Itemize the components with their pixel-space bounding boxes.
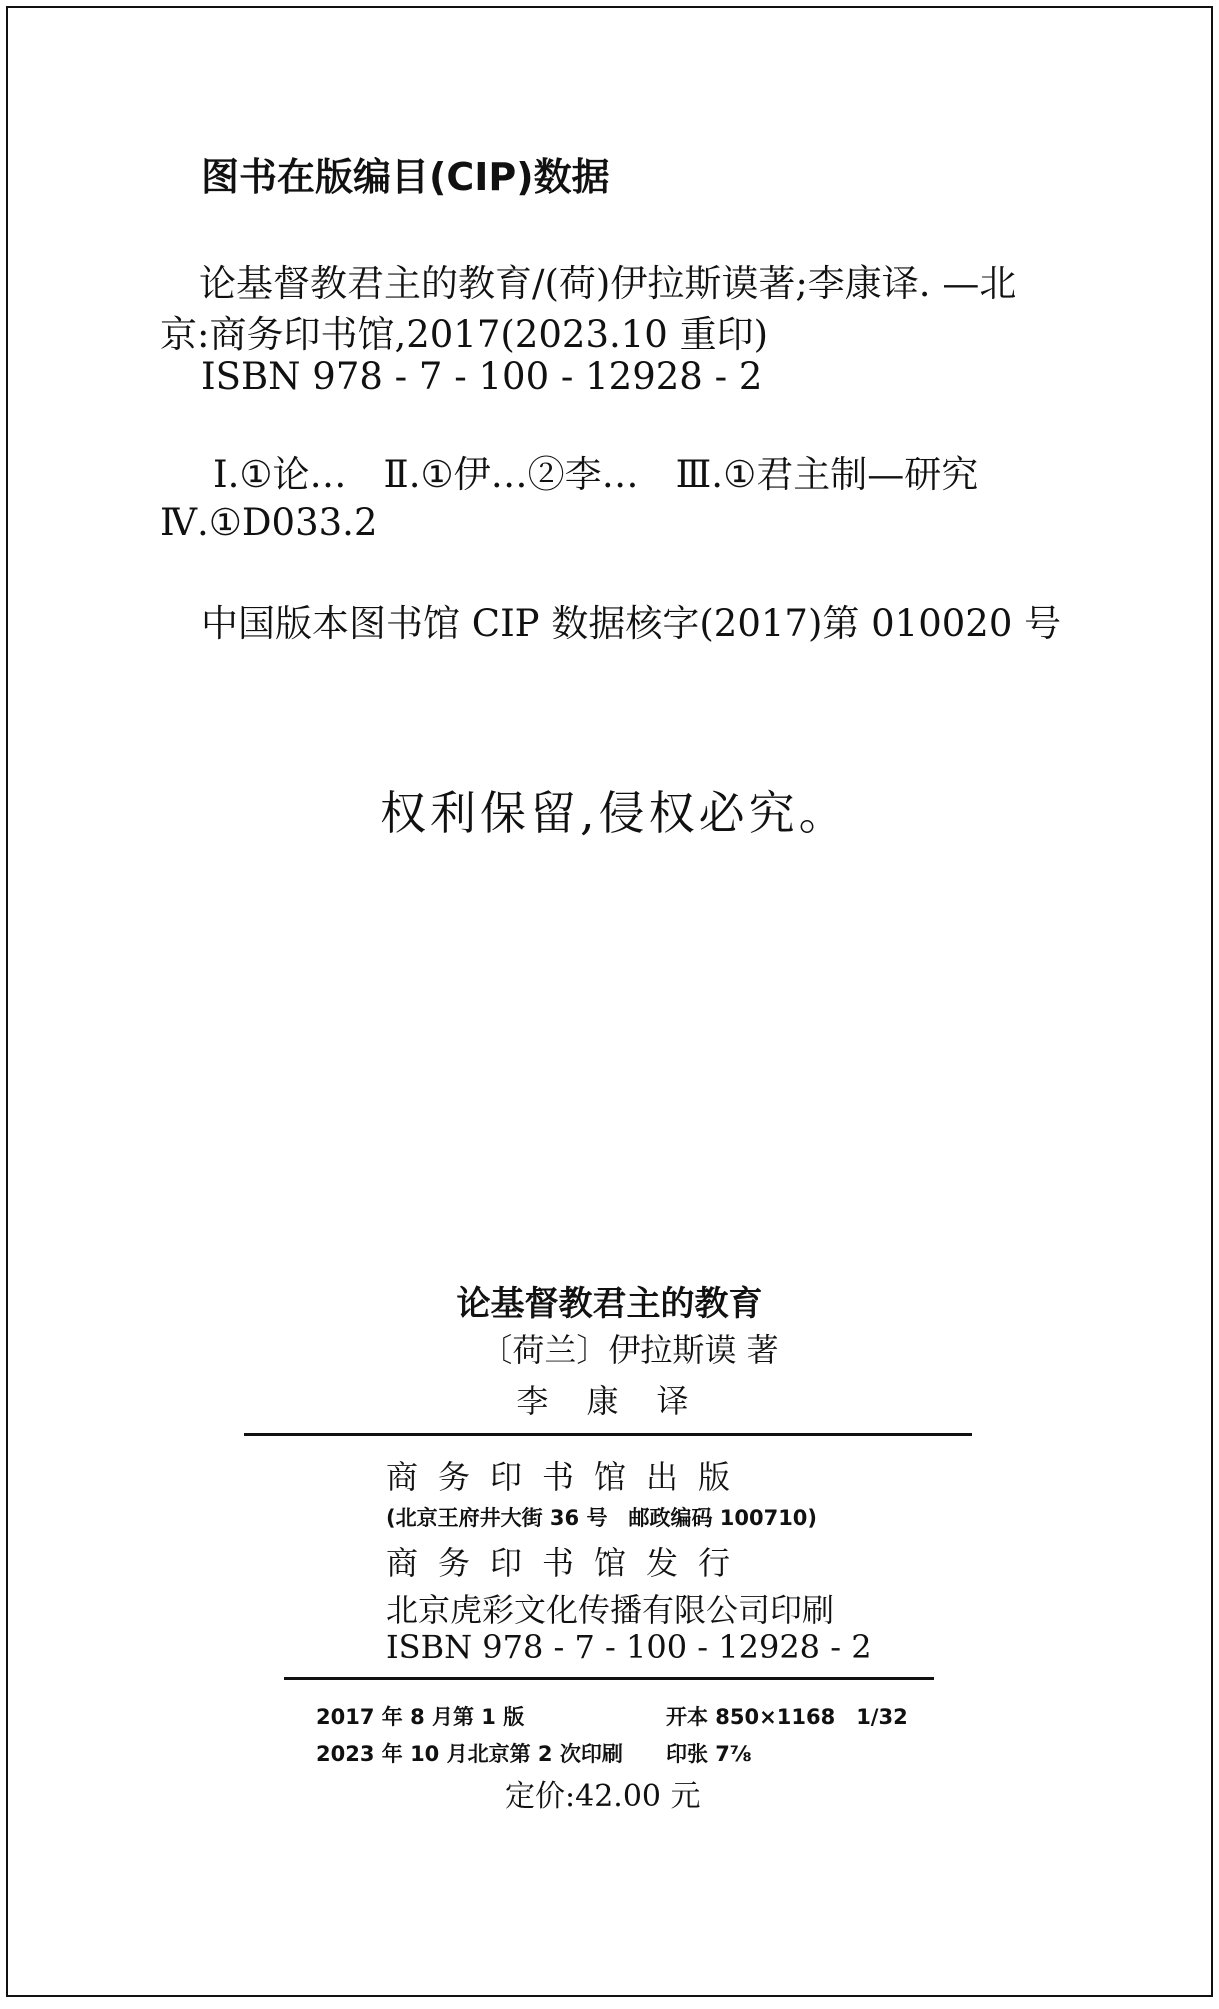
book-author: 〔荷兰〕伊拉斯谟 著 [480,1331,779,1369]
cip-classification-line-2: Ⅳ.①D033.2 [160,501,378,544]
top-rule [244,1433,972,1436]
cip-isbn: ISBN 978 - 7 - 100 - 12928 - 2 [201,355,763,398]
cip-heading: 图书在版编目(CIP)数据 [201,155,610,199]
edition-info: 2017 年 8 月第 1 版 [316,1705,525,1729]
bottom-rule [284,1677,934,1680]
sheets-info: 印张 7⅞ [666,1742,752,1766]
cip-verification-number: 中国版本图书馆 CIP 数据核字(2017)第 010020 号 [201,602,1062,645]
copyright-isbn: ISBN 978 - 7 - 100 - 12928 - 2 [386,1628,872,1666]
printing-info: 2023 年 10 月北京第 2 次印刷 [316,1742,623,1766]
cip-publisher-line: 京:商务印书馆,2017(2023.10 重印) [160,313,769,356]
price: 定价:42.00 元 [505,1779,701,1814]
publisher-address: (北京王府井大街 36 号 邮政编码 100710) [386,1506,818,1530]
book-title: 论基督教君主的教育 [456,1284,763,1324]
cip-title-line: 论基督教君主的教育/(荷)伊拉斯谟著;李康译. —北 [199,262,1017,305]
format-info: 开本 850×1168 1/32 [666,1705,908,1729]
book-translator: 李 康 译 [516,1382,703,1420]
distributor-line: 商务印书馆发行 [386,1544,751,1582]
publisher-line: 商务印书馆出版 [386,1458,751,1496]
rights-reserved-notice: 权利保留,侵权必究。 [380,786,849,840]
copyright-page [6,6,1213,1997]
printer-line: 北京虎彩文化传播有限公司印刷 [386,1591,835,1629]
cip-classification-line-1: Ⅰ.①论… Ⅱ.①伊…②李… Ⅲ.①君主制—研究 [213,453,979,496]
